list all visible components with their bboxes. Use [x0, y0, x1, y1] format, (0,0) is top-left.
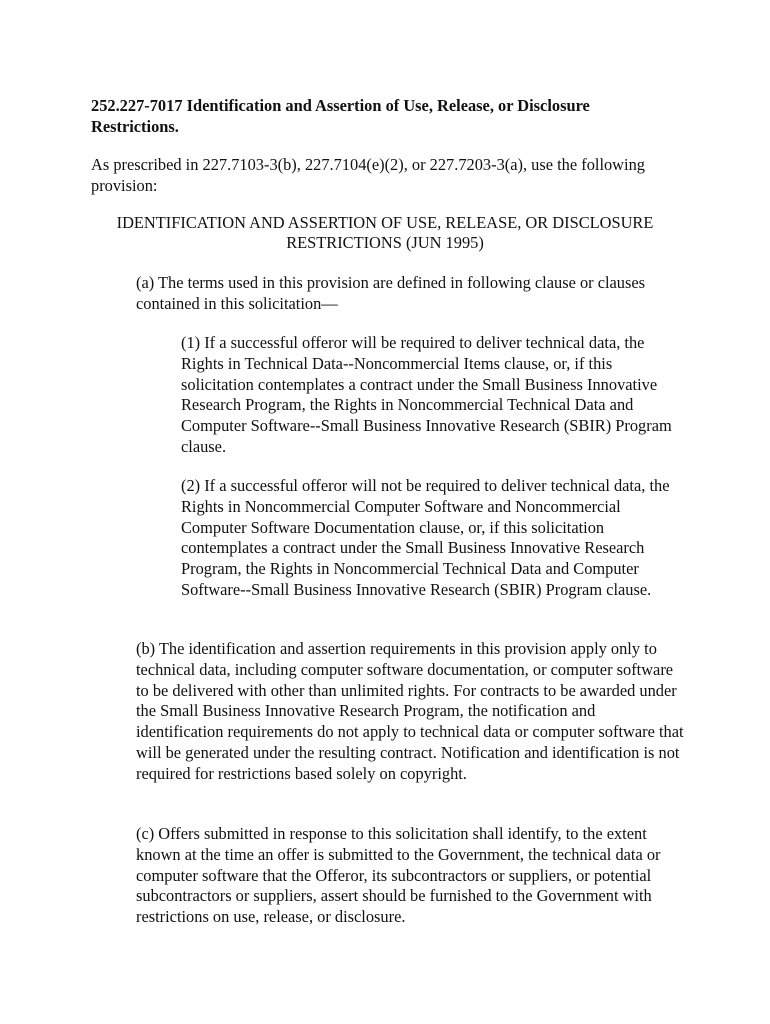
- intro-paragraph: As prescribed in 227.7103-3(b), 227.7104(e)(2), or 227.7203-3(a), use the following provision:: [91, 155, 645, 195]
- paragraph-a-2: (2) If a successful offeror will not be required to deliver technical data, the Rights in Noncommercial Computer Software and Noncommercial Computer Software Documentation clause, or, if this solicitation contemplates a contract under the Small Business Innovative Research Program, the Rights in Noncommercial Technical Data and Computer Software--Small Business Innovative Research (SBIR) Program clause.: [181, 476, 670, 599]
- paragraph-c: (c) Offers submitted in response to this solicitation shall identify, to the extent known at the time an offer is submitted to the Government, the technical data or computer software that the Offeror, its subcontractors or suppliers, or potential subcontractors or suppliers, assert should be furnished to the Government with restrictions on use, release, or disclosure.: [136, 824, 661, 927]
- provision-title: IDENTIFICATION AND ASSERTION OF USE, RELEASE, OR DISCLOSURE RESTRICTIONS (JUN 1995): [116, 213, 654, 252]
- document-heading: 252.227-7017 Identification and Assertion of Use, Release, or Disclosure Restrictions.: [91, 96, 590, 136]
- paragraph-b: (b) The identification and assertion requirements in this provision apply only to technical data, including computer software documentation, or computer software to be delivered with other than unlimited rights. For contracts to be awarded under the Small Business Innovative Research Program, the notification and identification requirements do not apply to technical data or computer software that will be generated under the resulting contract. Notification and identification is not required for restrictions based solely on copyright.: [136, 639, 684, 783]
- paragraph-a-1: (1) If a successful offeror will be required to deliver technical data, the Rights in Technical Data--Noncommercial Items clause, or, if this solicitation contemplates a contract under the Small Business Innovative Research Program, the Rights in Noncommercial Technical Data and Computer Software--Small Business Innovative Research (SBIR) Program clause.: [181, 333, 672, 456]
- paragraph-a: (a) The terms used in this provision are defined in following clause or clauses contained in this solicitation—: [136, 273, 646, 313]
